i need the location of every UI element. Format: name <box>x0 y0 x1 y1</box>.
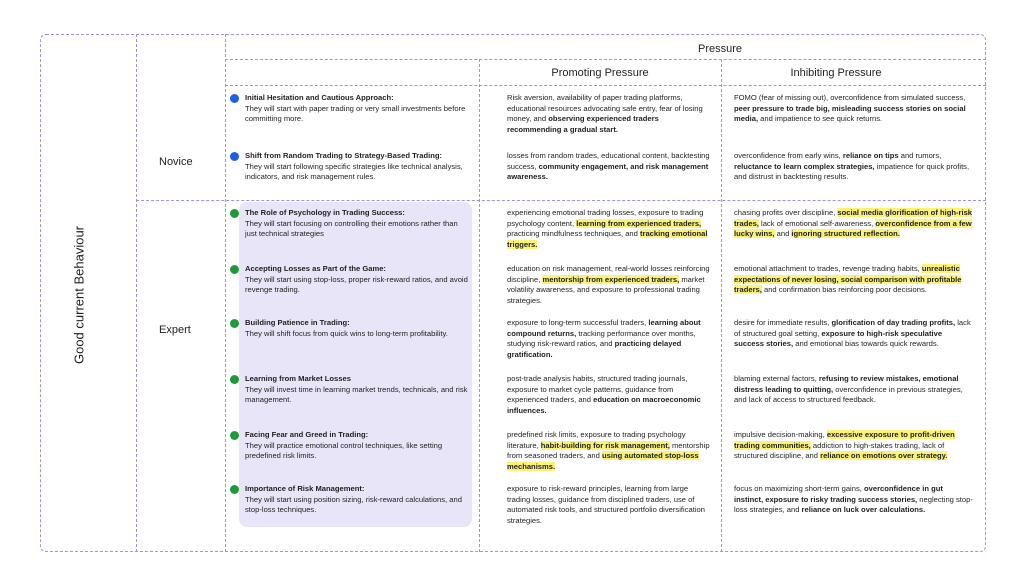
rows.2.inhibiting-segment: and <box>774 229 792 239</box>
promoting-pressure-cell <box>507 484 713 526</box>
behaviour-description: They will start following specific strategies like technical analysis, indicators, and risk management rules. <box>245 161 463 182</box>
rows.1.inhibiting-segment: reliance on tips <box>842 151 899 160</box>
inhibiting-pressure-cell <box>734 430 974 462</box>
novice-label: Novice <box>159 156 193 168</box>
inhibiting-header: Inhibiting Pressure <box>790 67 882 79</box>
side-label: Good current Behaviour <box>71 225 87 365</box>
divider-header-bottom <box>225 85 986 86</box>
behaviour-description: They will shift focus from quick wins to long-term profitability. <box>245 328 448 338</box>
expert-label: Expert <box>159 324 191 336</box>
promoting-pressure-cell <box>507 151 713 183</box>
row-bullet-icon <box>230 94 239 103</box>
behaviour-text <box>245 93 470 125</box>
rows.7.inhibiting-segment: focus on maximizing short-term gains, <box>734 484 864 493</box>
divider-novice-expert <box>136 200 986 201</box>
row-bullet-icon <box>230 152 239 161</box>
rows.2.promoting-segment: learning from experienced traders, <box>576 218 702 228</box>
rows.7.promoting-segment: exposure to risk-reward principles, learning from large trading losses, guidance from disciplined traders, use of automated risk tools, and structured portfolio diversification strategies. <box>507 484 705 525</box>
behaviour-description: They will invest time in learning market trends, technicals, and risk management. <box>245 384 468 405</box>
behaviour-text <box>245 484 470 516</box>
rows.1.promoting-segment: losses from random trades, educational content, backtesting success, <box>507 151 710 171</box>
row-bullet-icon <box>230 209 239 218</box>
rows.4.promoting-segment: tracking performance over months, studying risk-reward ratios, and <box>507 328 696 349</box>
rows.7.inhibiting-segment: reliance on luck over calculations. <box>801 505 926 515</box>
inhibiting-pressure-cell <box>734 374 974 406</box>
behaviour-title: Facing Fear and Greed in Trading: <box>245 430 369 439</box>
rows.4.inhibiting-segment: and emotional bias towards quick rewards. <box>793 339 939 349</box>
rows.3.inhibiting-segment: emotional attachment to trades, revenge trading habits, <box>734 264 922 273</box>
rows.0.inhibiting-segment: peer pressure to trade big, misleading success stories on social media, <box>734 103 966 124</box>
rows.5.inhibiting-segment: refusing to review mistakes, emotional distress leading to quitting, <box>734 374 959 394</box>
rows.1.inhibiting-segment: reluctance to learn complex strategies, <box>734 161 875 171</box>
behaviour-description: They will start focusing on controlling their emotions rather than just technical strategies <box>245 218 458 239</box>
rows.4.promoting-segment: learning about compound returns, <box>507 318 701 338</box>
rows.6.promoting-segment: mentorship from seasoned traders, and <box>507 440 710 461</box>
rows.4.inhibiting-segment: desire for immediate results, <box>734 318 832 327</box>
rows.2.inhibiting-segment: social media glorification of high-risk trades, <box>734 208 973 228</box>
rows.3.promoting-segment: education on risk management, real-world losses reinforcing discipline, <box>507 264 710 284</box>
rows.4.promoting-segment: exposure to long-term successful traders, <box>507 318 649 327</box>
row-bullet-icon <box>230 265 239 274</box>
rows.1.inhibiting-segment: overconfidence from early wins, <box>734 151 843 160</box>
divider-side <box>136 34 137 552</box>
rows.3.promoting-segment: mentorship from experienced traders, <box>542 274 680 284</box>
rows.3.inhibiting-segment: and confirmation bias reinforcing poor decisions. <box>761 285 927 295</box>
promoting-pressure-cell <box>507 93 713 135</box>
behaviour-title: Initial Hesitation and Cautious Approach: <box>245 93 394 102</box>
rows.5.promoting-segment: post-trade analysis habits, structured trading journals, exposure to market cycle patterns, guidance from experienced traders, and <box>507 374 688 405</box>
behaviour-description: They will start using stop-loss, proper risk-reward ratios, and avoid revenge trading. <box>245 274 468 295</box>
inhibiting-pressure-cell <box>734 151 974 183</box>
rows.6.inhibiting-segment: excessive exposure to profit-driven trading communities, <box>734 430 955 450</box>
divider-columns <box>479 59 480 552</box>
behaviour-text <box>245 151 470 183</box>
behaviour-title: Importance of Risk Management: <box>245 484 365 493</box>
rows.4.promoting-segment: practicing delayed gratification. <box>507 339 682 359</box>
rows.2.promoting-segment: experiencing emotional trading losses, exposure to trading psychology content, <box>507 208 704 228</box>
promoting-pressure-cell <box>507 264 713 306</box>
rows.2.promoting-segment: tracking emotional triggers. <box>507 229 708 249</box>
promoting-pressure-cell <box>507 430 713 472</box>
rows.3.inhibiting-segment: unrealistic expectations of never losing, social comparison with profitable traders, <box>734 264 962 295</box>
behaviour-title: Shift from Random Trading to Strategy-Based Trading: <box>245 151 443 160</box>
behaviour-text <box>245 374 470 406</box>
rows.5.inhibiting-segment: overconfidence in previous strategies, and lack of access to structured feedback. <box>734 384 963 405</box>
inhibiting-pressure-cell <box>734 318 974 350</box>
behaviour-text <box>245 264 470 296</box>
rows.4.inhibiting-segment: lack of structured goal setting, <box>734 318 971 338</box>
rows.6.inhibiting-segment: reliance on emotions over strategy. <box>820 451 948 461</box>
expert-behaviours-panel <box>239 202 472 527</box>
rows.6.inhibiting-segment: addiction to high-stakes trading, lack of structured discipline, and <box>734 440 945 461</box>
rows.1.inhibiting-segment: and rumors, <box>898 151 942 160</box>
rows.5.inhibiting-segment: blaming external factors, <box>734 374 819 383</box>
rows.0.inhibiting-segment: and impatience to see quick returns. <box>758 114 883 124</box>
divider-header-top <box>225 59 986 60</box>
behaviour-title: Building Patience in Trading: <box>245 318 350 327</box>
rows.4.inhibiting-segment: glorification of day trading profits, <box>831 318 956 327</box>
row-bullet-icon <box>230 485 239 494</box>
rows.5.promoting-segment: education on macroeconomic influences. <box>507 395 701 415</box>
inhibiting-pressure-cell <box>734 484 974 516</box>
rows.2.promoting-segment: practicing mindfulness techniques, and <box>507 229 640 239</box>
divider-pressure <box>721 59 722 552</box>
rows.2.inhibiting-segment: ignoring structured reflection. <box>791 229 900 239</box>
rows.2.inhibiting-segment: overconfidence from a few lucky wins, <box>734 218 972 239</box>
rows.0.inhibiting-segment: FOMO (fear of missing out), overconfidence from simulated success, <box>734 93 966 102</box>
rows.0.promoting-segment: Risk aversion, availability of paper trading platforms, educational resources advocating safe entry, fear of losing money, and <box>507 93 703 124</box>
behaviour-title: Accepting Losses as Part of the Game: <box>245 264 386 273</box>
behaviour-text <box>245 318 470 339</box>
behaviour-text <box>245 430 470 462</box>
behaviour-description: They will start using position sizing, risk-reward calculations, and stop-loss techniques. <box>245 494 462 515</box>
row-bullet-icon <box>230 431 239 440</box>
promoting-pressure-cell <box>507 208 713 250</box>
inhibiting-pressure-cell <box>734 208 974 240</box>
rows.2.inhibiting-segment: chasing profits over discipline, <box>734 208 838 217</box>
rows.4.inhibiting-segment: exposure to high-risk speculative success stories, <box>734 328 943 349</box>
row-bullet-icon <box>230 319 239 328</box>
rows.1.inhibiting-segment: impatience for quick profits, and distrust in backtesting results. <box>734 161 970 182</box>
rows.1.promoting-segment: community engagement, and risk management awareness. <box>507 161 709 182</box>
behaviour-text <box>245 208 470 240</box>
behaviour-description: They will start with paper trading or very small investments before committing more. <box>245 103 466 124</box>
rows.6.promoting-segment: habit-building for risk management, <box>540 440 670 450</box>
promoting-header: Promoting Pressure <box>551 67 649 79</box>
promoting-pressure-cell <box>507 374 713 416</box>
rows.6.inhibiting-segment: impulsive decision-making, <box>734 430 827 439</box>
pressure-header: Pressure <box>697 43 743 55</box>
rows.6.promoting-segment: predefined risk limits, exposure to trading psychology literature, <box>507 430 686 450</box>
behaviour-title: Learning from Market Losses <box>245 374 351 383</box>
row-bullet-icon <box>230 375 239 384</box>
behaviour-title: The Role of Psychology in Trading Success: <box>245 208 405 217</box>
inhibiting-pressure-cell <box>734 93 974 125</box>
rows.0.promoting-segment: observing experienced traders recommending a gradual start. <box>507 114 659 134</box>
behaviour-description: They will practice emotional control techniques, like setting predefined risk limits. <box>245 440 443 461</box>
promoting-pressure-cell <box>507 318 713 360</box>
rows.7.inhibiting-segment: neglecting stop-loss strategies, and <box>734 494 973 515</box>
inhibiting-pressure-cell <box>734 264 974 296</box>
rows.6.promoting-segment: using automated stop-loss mechanisms. <box>507 451 699 471</box>
rows.3.promoting-segment: market volatility awareness, and exposure to professional trading strategies. <box>507 274 705 305</box>
rows.7.inhibiting-segment: overconfidence in gut instinct, exposure to risky trading success stories, <box>734 484 943 504</box>
rows.2.inhibiting-segment: lack of emotional self-awareness, <box>758 218 876 228</box>
divider-group <box>225 34 226 552</box>
